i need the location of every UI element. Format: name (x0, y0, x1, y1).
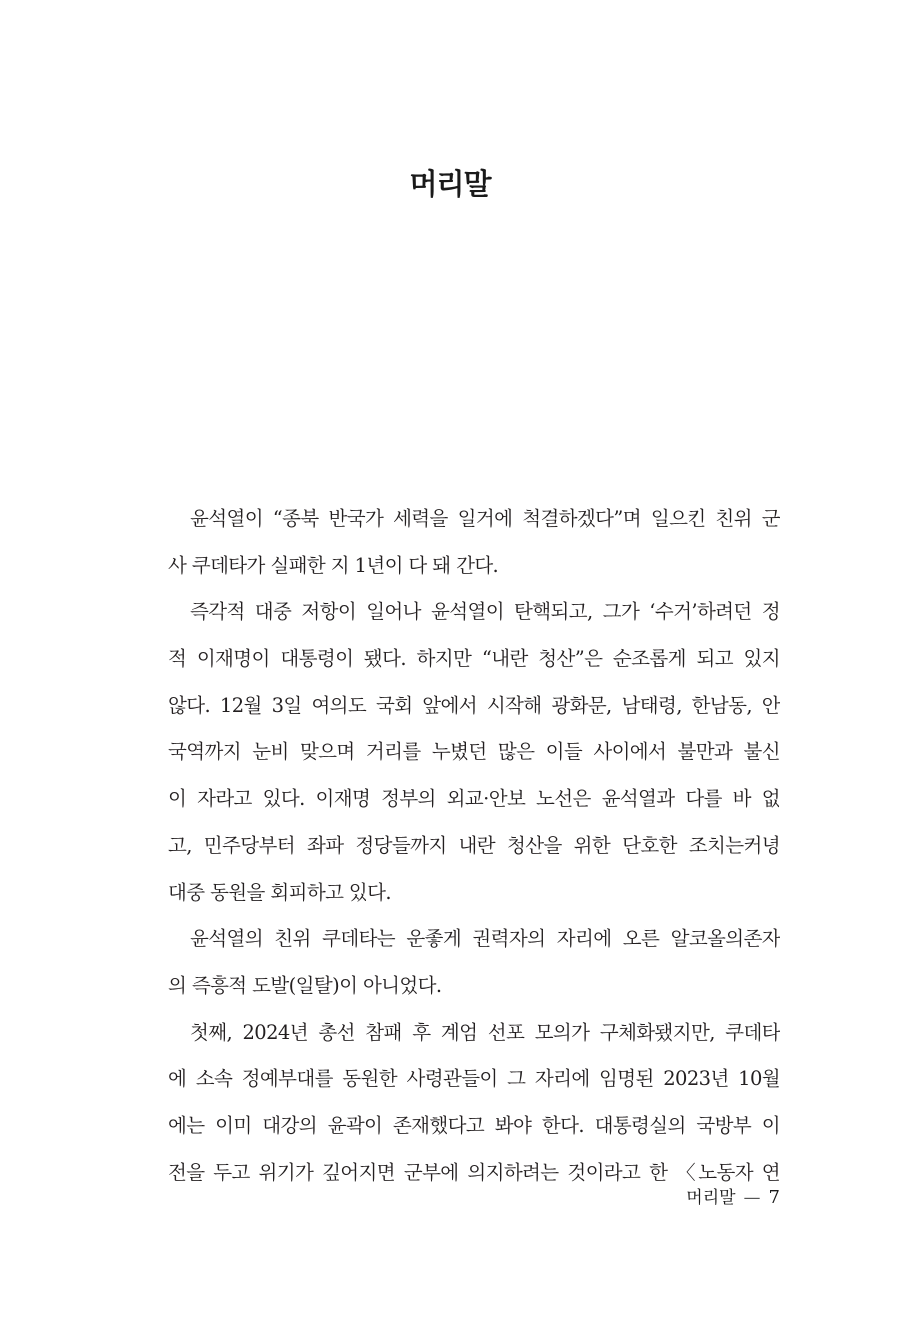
body-text (168, 496, 780, 1196)
text-line: 대중 동원을 회피하고 있다. (168, 880, 392, 904)
page-number: 7 (768, 1187, 780, 1208)
text-line: 즉각적 대중 저항이 일어나 윤석열이 탄핵되고, 그가 ‘수거’하려던 정 (190, 600, 780, 624)
text-line: 고, 민주당부터 좌파 정당들까지 내란 청산을 위한 단호한 조치는커녕 (168, 833, 780, 857)
running-header-section: 머리말 (686, 1188, 736, 1208)
text-line: 않다. 12월 3일 여의도 국회 앞에서 시작해 광화문, 남태령, 한남동, 안 (168, 693, 780, 717)
page-title: 머리말 (409, 167, 491, 201)
text-line: 에는 이미 대강의 윤곽이 존재했다고 봐야 한다. 대통령실의 국방부 이 (168, 1113, 780, 1137)
text-line: 윤석열이 “종북 반국가 세력을 일거에 척결하겠다”며 일으킨 친위 군 (190, 507, 780, 530)
text-line: 이 자라고 있다. 이재명 정부의 외교·안보 노선은 윤석열과 다를 바 없 (168, 787, 780, 811)
page-footer (686, 1183, 780, 1213)
text-line: 에 소속 정예부대를 동원한 사령관들이 그 자리에 임명된 2023년 10월 (168, 1067, 780, 1091)
text-line: 첫째, 2024년 총선 참패 후 계엄 선포 모의가 구체화됐지만, 쿠데타 (190, 1020, 780, 1044)
text-line: 적 이재명이 대통령이 됐다. 하지만 “내란 청산”은 순조롭게 되고 있지 (168, 647, 780, 671)
text-line: 전을 두고 위기가 깊어지면 군부에 의지하려는 것이라고 한 〈노동자 연 (168, 1160, 780, 1184)
text-line: 국역까지 눈비 맞으며 거리를 누볐던 많은 이들 사이에서 불만과 불신 (168, 740, 780, 764)
text-line: 사 쿠데타가 실패한 지 1년이 다 돼 간다. (168, 553, 499, 577)
footer-separator: — (743, 1188, 761, 1208)
text-line: 윤석열의 친위 쿠데타는 운좋게 권력자의 자리에 오른 알코올의존자 (190, 927, 780, 951)
text-line: 의 즉흥적 도발(일탈)이 아니었다. (168, 973, 442, 997)
